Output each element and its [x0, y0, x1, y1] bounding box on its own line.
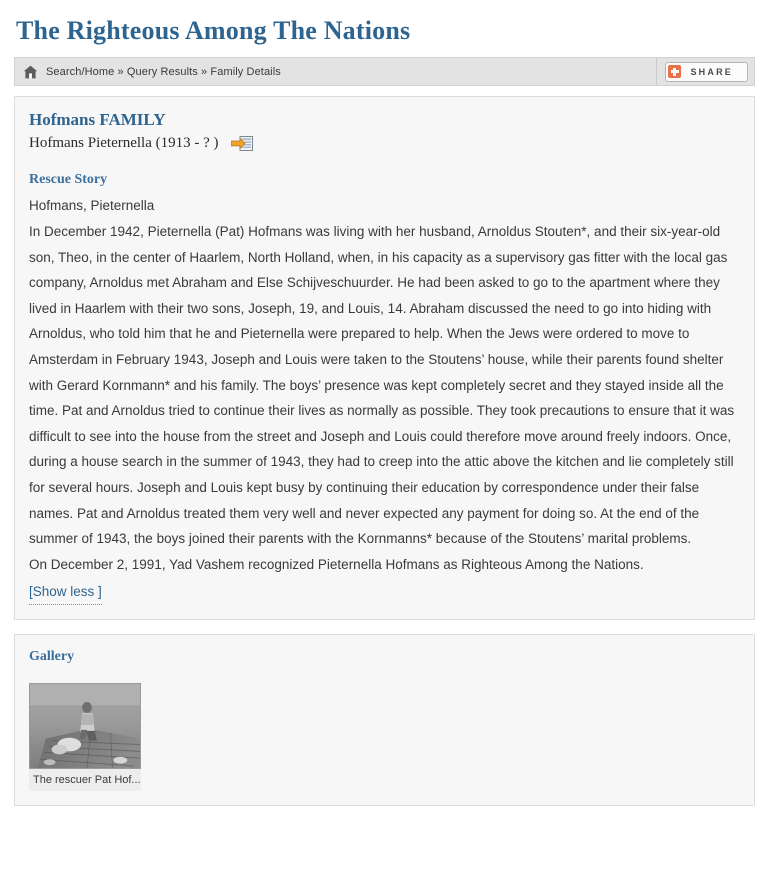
breadcrumb[interactable]: Search/Home » Query Results » Family Details [46, 65, 281, 78]
gallery-item[interactable] [29, 683, 141, 791]
rescue-story-body: In December 1942, Pieternella (Pat) Hofmans was living with her husband, Arnoldus Stouten*, and their six-year-old son, Theo, in the center of Haarlem, North Holland, when, in his capacity as a supervisory gas fitter with the local gas company, Arnoldus met Abraham and Else Schijveschuurder. He had been asked to go to the apartment where they lived in Haarlem with their two sons, Joseph, 19, and Louis, 14. Abraham discussed the need to go into hiding with Arnoldus, who told him that he and Pieternella were prepared to help. When the Jews were ordered to move to Amsterdam in February 1943, Joseph and Louis were taken to the Stoutens’ house, while their parents found shelter with Gerard Kornmann* and his family. The boys’ presence was kept completely secret and they stayed inside all the time. Pat and Arnoldus tried to continue their lives as normally as possible. They took precautions to ensure that it was difficult to see into the house from the street and Joseph and Louis could therefore move around freely indoors. Once, during a house search in the summer of 1943, they had to creep into the attic above the kitchen and lie completely still for several hours. Joseph and Louis kept busy by continuing their education by correspondence under their false names. Pat and Arnoldus treated them very well and never expected any payment for doing so. At the end of the summer of 1943, the boys joined their parents with the Kornmanns* because of the Stoutens’ marital problems. [29, 224, 735, 547]
person-row [29, 132, 740, 154]
gallery-thumbnail-image[interactable] [29, 683, 141, 769]
home-icon[interactable] [23, 65, 38, 79]
gallery-heading: Gallery [29, 649, 75, 665]
breadcrumb-bar [14, 57, 755, 86]
rescue-story-subject: Hofmans, Pieternella [29, 198, 155, 213]
gallery-panel [14, 634, 755, 806]
gallery-item-caption: The rescuer Pat Hof... [33, 774, 141, 787]
rescue-story-recognition: On December 2, 1991, Yad Vashem recognized Pieternella Hofmans as Righteous Among the Nations. [29, 556, 644, 572]
gallery-content [15, 635, 754, 805]
arrow-to-document-icon[interactable] [231, 136, 253, 151]
family-details-content [15, 97, 754, 619]
toolbar-divider [656, 58, 657, 85]
show-less-link[interactable]: [Show less ] [29, 579, 102, 605]
person-name-label: Hofmans Pieternella (1913 - ? ) [29, 135, 219, 151]
share-button[interactable] [665, 62, 748, 82]
family-details-panel [14, 96, 755, 620]
family-name-heading: Hofmans FAMILY [29, 110, 166, 129]
share-button-label: SHARE [690, 66, 733, 77]
page-title: The Righteous Among The Nations [16, 16, 411, 45]
share-plus-icon [668, 65, 681, 78]
rescue-story-heading: Rescue Story [29, 172, 108, 187]
